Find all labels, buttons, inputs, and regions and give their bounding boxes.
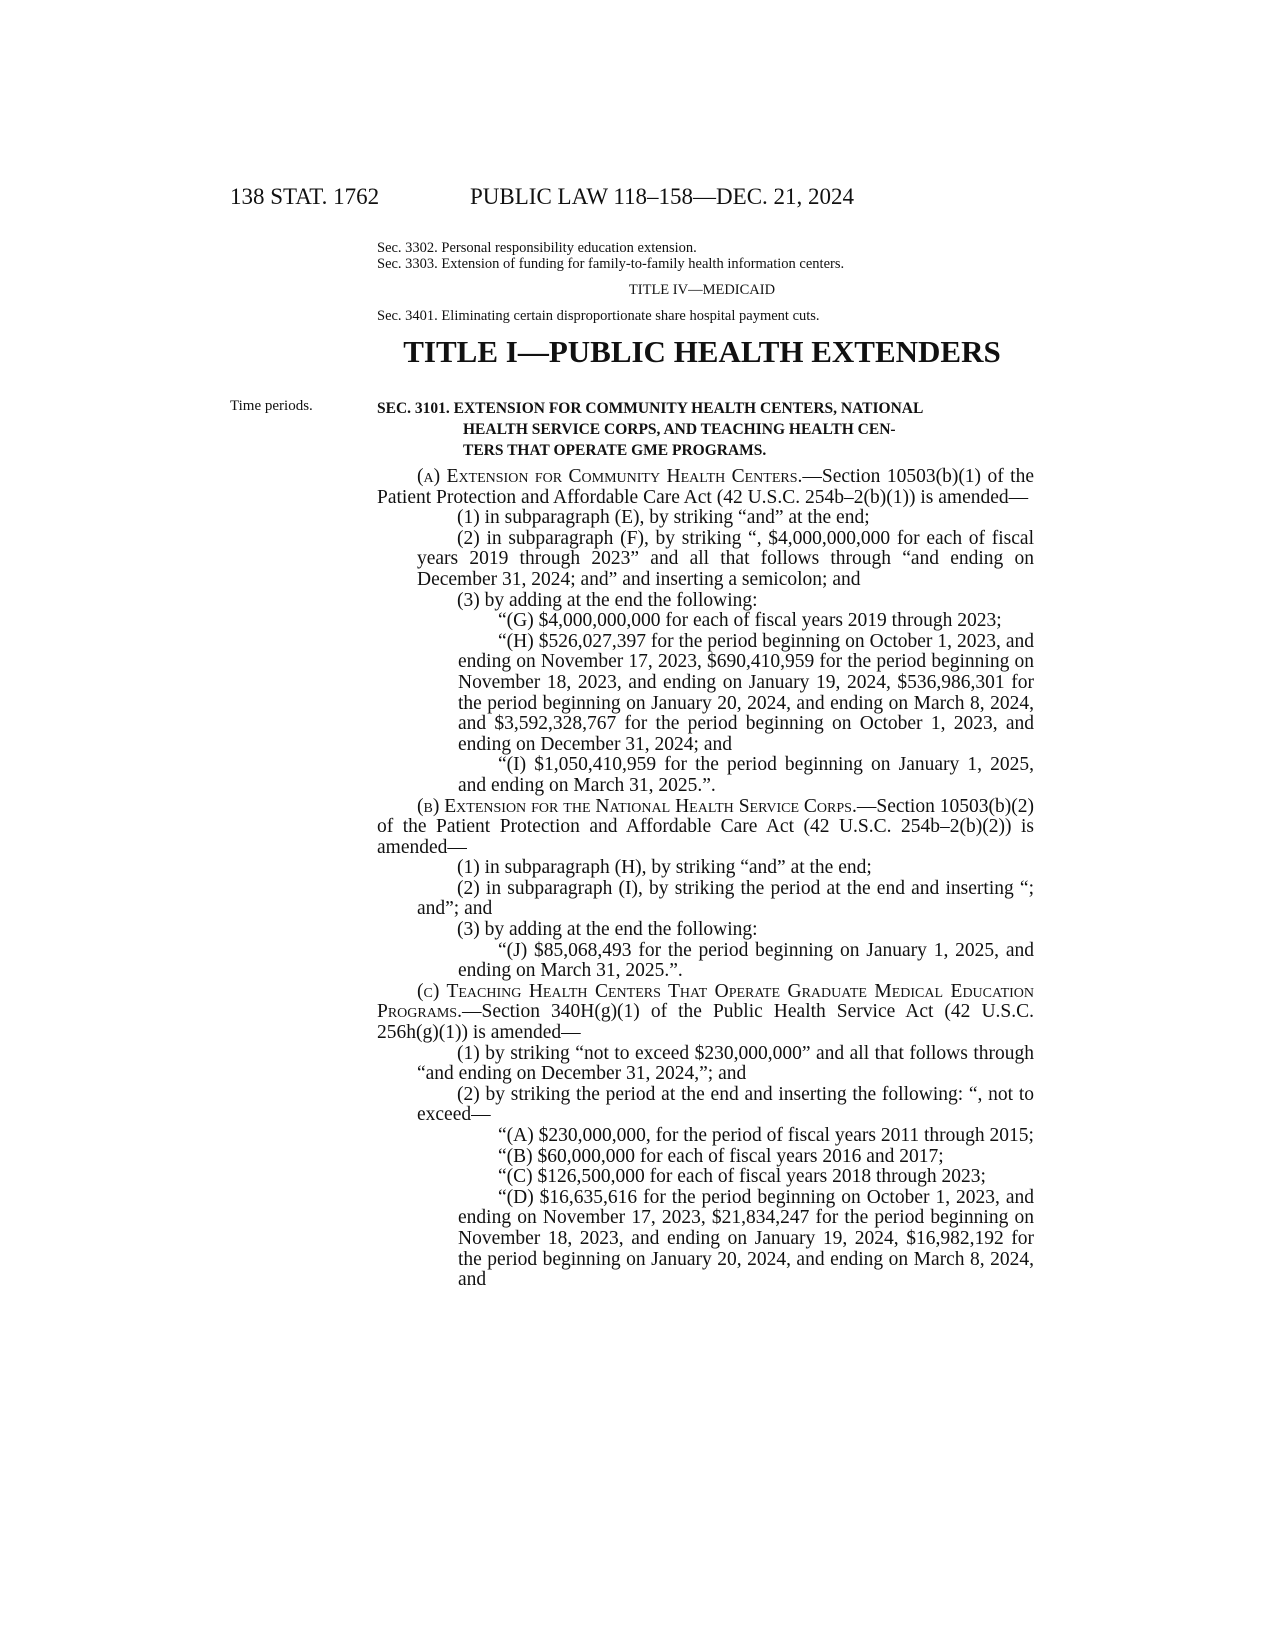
- paragraph: (1) in subparagraph (H), by striking “and” at the end;: [457, 857, 872, 879]
- paragraph: (3) by adding at the end the following:: [457, 589, 758, 611]
- subparagraph: “(G) $4,000,000,000 for each of fiscal years 2019 through 2023;: [498, 610, 1002, 632]
- margin-note: Time periods.: [230, 398, 313, 414]
- page-stat-citation: 138 STAT. 1762: [230, 184, 380, 209]
- subparagraph: “(I) $1,050,410,959 for the period beginning on January 1, 2025, and ending on March 31, 2025.”.: [458, 754, 1034, 796]
- section-heading-line: TERS THAT OPERATE GME PROGRAMS.: [463, 442, 767, 459]
- toc-title-heading: [377, 282, 1027, 298]
- paragraph: (1) in subparagraph (E), by striking “and” at the end;: [457, 507, 870, 529]
- section-heading-line: SEC. 3101. EXTENSION FOR COMMUNITY HEALTH CENTERS, NATIONAL: [377, 400, 924, 417]
- subsection-text: —Section 340H(g)(1) of the Public Health Service Act (42 U.S.C. 256h(g)(1)) is amended—: [377, 1001, 1034, 1044]
- paragraph: (2) by striking the period at the end and inserting the following: “, not to exceed—: [417, 1083, 1034, 1126]
- paragraph: (2) in subparagraph (F), by striking “, $4,000,000,000 for each of fiscal years 2019 through 2023” and all that follows through “and ending on December 31, 2024; and” and inserting a semicolon; and: [417, 527, 1034, 590]
- subsection-text: —Section 10503(b)(2) of the Patient Protection and Affordable Care Act (42 U.S.C. 254b–2(b)(2)) is amended—: [377, 795, 1034, 858]
- subsection-b: [377, 797, 1034, 859]
- subparagraph: “(A) $230,000,000, for the period of fiscal years 2011 through 2015;: [498, 1125, 1034, 1146]
- paragraph: (2) in subparagraph (I), by striking the period at the end and inserting “; and”; and: [417, 877, 1034, 920]
- subparagraph: “(D) $16,635,616 for the period beginning on October 1, 2023, and ending on November 17, 2023, $21,834,247 for the period beginning on November 18, 2023, and ending on January 19, 2024, $16,982,192 for the period beginning on January 20, 2024, and ending on March 8, 2024, and: [458, 1186, 1034, 1291]
- toc-entry-3302: Sec. 3302. Personal responsibility education extension.: [377, 240, 697, 256]
- paragraph: (1) by striking “not to exceed $230,000,000” and all that follows through “and ending on December 31, 2024,”; and: [417, 1042, 1034, 1085]
- section-heading: [377, 398, 1037, 461]
- subparagraph: “(B) $60,000,000 for each of fiscal years 2016 and 2017;: [498, 1145, 944, 1167]
- subparagraph: “(H) $526,027,397 for the period beginning on October 1, 2023, and ending on November 17, 2023, $690,410,959 for the period beginning on November 18, 2023, and ending on January 19, 2024, $536,986,301 for the period beginning on January 20, 2024, and ending on March 8, 2024, and $3,592,328,767 for the period beginning on October 1, 2023, and ending on December 31, 2024; and: [458, 630, 1034, 755]
- toc-block-medicaid: [377, 308, 1027, 324]
- subsection-a: [377, 467, 1034, 508]
- subsection-text: —Section 10503(b)(1) of the Patient Protection and Affordable Care Act (42 U.S.C. 254b–2(b)(1)) is amended—: [377, 466, 1034, 508]
- subparagraph: “(J) $85,068,493 for the period beginning on January 1, 2025, and ending on March 31, 2025.”.: [458, 939, 1034, 982]
- toc-title-iv: TITLE IV—MEDICAID: [628, 282, 776, 298]
- toc-entry-3303: Sec. 3303. Extension of funding for family-to-family health information centers.: [377, 256, 845, 272]
- running-header: PUBLIC LAW 118–158—DEC. 21, 2024: [470, 184, 855, 209]
- title-heading: TITLE I—PUBLIC HEALTH EXTENDERS: [403, 334, 1001, 369]
- paragraph: (3) by adding at the end the following:: [457, 919, 758, 941]
- toc-entry-3401: Sec. 3401. Eliminating certain disproportionate share hospital payment cuts.: [377, 308, 820, 324]
- section-heading-line: HEALTH SERVICE CORPS, AND TEACHING HEALTH CEN-: [463, 421, 896, 438]
- subsection-c: [377, 982, 1034, 1044]
- subsection-heading: (b) Extension for the National Health Service Corps.: [417, 795, 857, 817]
- subsection-heading: (a) Extension for Community Health Centers.: [417, 466, 803, 487]
- subsection-heading: (c) Teaching Health Centers That Operate Graduate Medical Education Programs.: [377, 980, 1034, 1023]
- subparagraph: “(C) $126,500,000 for each of fiscal years 2018 through 2023;: [498, 1166, 986, 1188]
- toc-block: [377, 240, 1027, 272]
- section-body: [377, 467, 1034, 1291]
